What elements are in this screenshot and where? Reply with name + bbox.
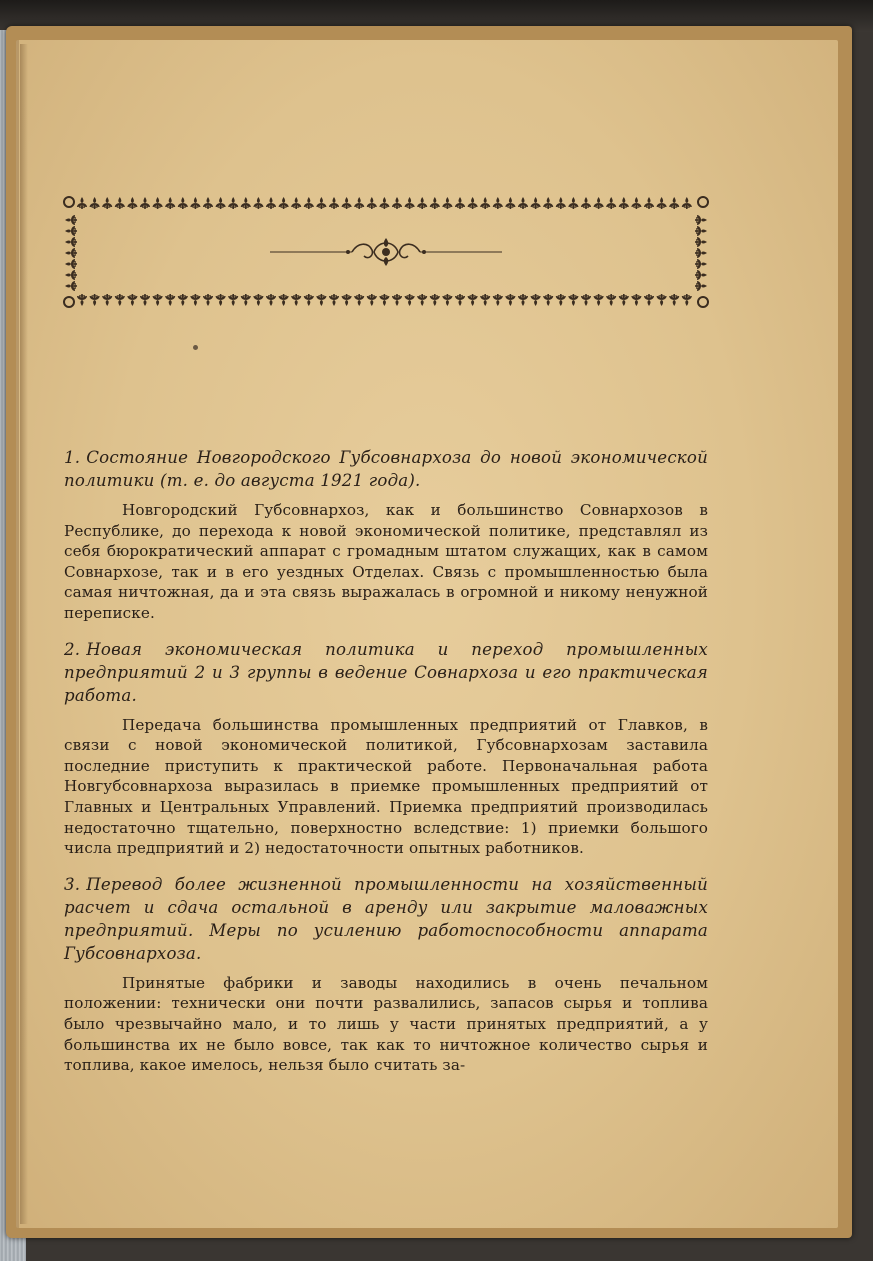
fleur-icon <box>619 197 629 209</box>
fleur-icon <box>115 294 125 306</box>
fleur-icon <box>695 281 707 291</box>
fleur-icon <box>253 197 263 209</box>
fleur-icon <box>253 294 263 306</box>
fleur-icon <box>606 197 616 209</box>
fleur-icon <box>304 197 314 209</box>
fleur-icon <box>77 197 87 209</box>
fleur-icon <box>379 294 389 306</box>
fleur-icon <box>367 197 377 209</box>
ornament-frame-icon <box>62 194 710 312</box>
fleur-icon <box>657 294 667 306</box>
fleur-icon <box>581 294 591 306</box>
fleur-icon <box>115 197 125 209</box>
fleur-icon <box>65 281 77 291</box>
fleur-icon <box>631 294 641 306</box>
fleur-icon <box>379 197 389 209</box>
section-1-number: 1. <box>64 448 81 467</box>
fleur-icon <box>518 197 528 209</box>
fleur-icon <box>90 294 100 306</box>
fleur-icon <box>405 197 415 209</box>
fleur-icon <box>266 197 276 209</box>
fleur-icon <box>316 197 326 209</box>
fleur-icon <box>392 197 402 209</box>
fleur-icon <box>695 259 707 269</box>
fleur-icon <box>165 197 175 209</box>
fleur-icon <box>568 294 578 306</box>
fleur-icon <box>631 197 641 209</box>
fleur-icon <box>354 294 364 306</box>
fleur-icon <box>342 294 352 306</box>
fleur-icon <box>505 197 515 209</box>
fleur-icon <box>354 197 364 209</box>
fleur-icon <box>606 294 616 306</box>
fleur-icon <box>480 197 490 209</box>
fleur-icon <box>493 197 503 209</box>
fleur-icon <box>304 294 314 306</box>
fleur-icon <box>228 294 238 306</box>
section-2-heading <box>64 638 708 707</box>
fleur-icon <box>442 294 452 306</box>
fleur-icon <box>291 294 301 306</box>
section-1-paragraph: Новгородский Губсовнархоз, как и большинство Совнархозов в Республике, до перехода к новой экономической политике, представлял из себя бюрократический аппарат с громадным штатом служащих, как в самом Совнархозе, так и в его уездных Отделах. Связь с промышленностью была самая ничтожная, да и эта связь выражалась в огромной и никому ненужной переписке. <box>64 501 708 622</box>
fleur-icon <box>65 270 77 280</box>
fleur-icon <box>568 197 578 209</box>
fleur-icon <box>153 294 163 306</box>
fleur-icon <box>127 294 137 306</box>
fleur-icon <box>594 294 604 306</box>
fleur-icon <box>644 197 654 209</box>
fleur-icon <box>556 294 566 306</box>
fleur-icon <box>203 294 213 306</box>
fleur-icon <box>468 294 478 306</box>
section-2-paragraph: Передача большинства промышленных предприятий от Главков, в связи с новой экономической политикой, Губсовнархозам заставила последние приступить к практической работе. Первоначальная работа Новгубсовнархоза выразилась в приемке промышленных предприятий от Главных и Центральных Управлений. Приемка предприятий производилась недостаточно тщательно, поверхностно вследствие: 1) приемки большого числа предприятий и 2) недостаточности опытных работников. <box>64 715 708 858</box>
fleur-icon <box>417 294 427 306</box>
fleur-icon <box>342 197 352 209</box>
fleur-icon <box>543 294 553 306</box>
fleur-icon <box>493 294 503 306</box>
fleur-icon <box>392 294 402 306</box>
document-body <box>64 446 708 1076</box>
fleur-icon <box>291 197 301 209</box>
fleur-icon <box>531 294 541 306</box>
fleur-icon <box>241 294 251 306</box>
fleur-icon <box>468 197 478 209</box>
paper-speck <box>193 345 198 350</box>
section-3-heading <box>64 873 708 965</box>
fleur-icon <box>65 215 77 225</box>
fleur-icon <box>203 197 213 209</box>
fleur-icon <box>619 294 629 306</box>
fleur-icon <box>455 197 465 209</box>
fleur-icon <box>77 294 87 306</box>
fleur-icon <box>190 294 200 306</box>
fleur-icon <box>190 197 200 209</box>
fleur-icon <box>531 197 541 209</box>
fleur-icon <box>216 294 226 306</box>
fleur-icon <box>417 197 427 209</box>
fleur-icon <box>153 197 163 209</box>
fleur-icon <box>695 226 707 236</box>
section-3-title: Перевод более жизненной промышленности на хозяйственный расчет и сдача остальной в аренду или закрытие маловажных предприятий. Меры по усилению работоспособности аппарата Губсовнархоза. <box>64 874 708 963</box>
page-gutter-shadow <box>20 44 28 1224</box>
fleur-icon <box>65 248 77 258</box>
fleur-icon <box>695 248 707 258</box>
section-2-title: Новая экономическая политика и переход промышленных предприятий 2 и 3 группы в ведение Совнархоза и его практическая работа. <box>64 639 708 705</box>
fleur-icon <box>165 294 175 306</box>
fleur-icon <box>329 197 339 209</box>
fleur-icon <box>543 197 553 209</box>
fleur-icon <box>140 197 150 209</box>
fleur-icon <box>102 197 112 209</box>
fleur-icon <box>695 270 707 280</box>
fleur-icon <box>556 197 566 209</box>
fleur-icon <box>682 294 692 306</box>
fleur-icon <box>695 215 707 225</box>
fleur-icon <box>178 294 188 306</box>
fleur-icon <box>442 197 452 209</box>
fleur-icon <box>65 226 77 236</box>
fleur-icon <box>127 197 137 209</box>
fleur-icon <box>140 294 150 306</box>
fleur-icon <box>90 197 100 209</box>
fleur-icon <box>65 237 77 247</box>
fleur-icon <box>316 294 326 306</box>
fleur-icon <box>695 237 707 247</box>
fleur-icon <box>682 197 692 209</box>
fleur-icon <box>228 197 238 209</box>
section-3-paragraph: Принятые фабрики и заводы находились в очень печальном положении: технически они почти развалились, запасов сырья и топлива было чрезвычайно мало, и то лишь у части принятых предприятий, а у большинства их не было вовсе, так как то ничтожное количество сырья и топлива, какое имелось, нельзя было считать за- <box>64 973 708 1075</box>
fleur-icon <box>266 294 276 306</box>
fleur-icon <box>329 294 339 306</box>
section-1-heading <box>64 446 708 492</box>
fleur-icon <box>594 197 604 209</box>
fleur-icon <box>65 259 77 269</box>
fleur-icon <box>102 294 112 306</box>
fleur-icon <box>480 294 490 306</box>
section-3-number: 3. <box>64 874 81 894</box>
fleur-icon <box>279 294 289 306</box>
fleur-icon <box>279 197 289 209</box>
fleur-icon <box>657 197 667 209</box>
fleur-icon <box>518 294 528 306</box>
fleur-icon <box>581 197 591 209</box>
section-1-title: Состояние Новгородского Губсовнархоза до новой экономической политики (т. е. до августа 1921 года). <box>64 448 708 490</box>
fleur-icon <box>405 294 415 306</box>
fleur-icon <box>669 294 679 306</box>
fleur-icon <box>455 294 465 306</box>
fleur-icon <box>178 197 188 209</box>
fleur-icon <box>216 197 226 209</box>
fleur-icon <box>669 197 679 209</box>
fleur-icon <box>430 294 440 306</box>
fleur-icon <box>367 294 377 306</box>
section-2-number: 2. <box>64 639 81 659</box>
fleur-icon <box>505 294 515 306</box>
fleur-icon <box>430 197 440 209</box>
fleur-icon <box>644 294 654 306</box>
fleur-icon <box>241 197 251 209</box>
